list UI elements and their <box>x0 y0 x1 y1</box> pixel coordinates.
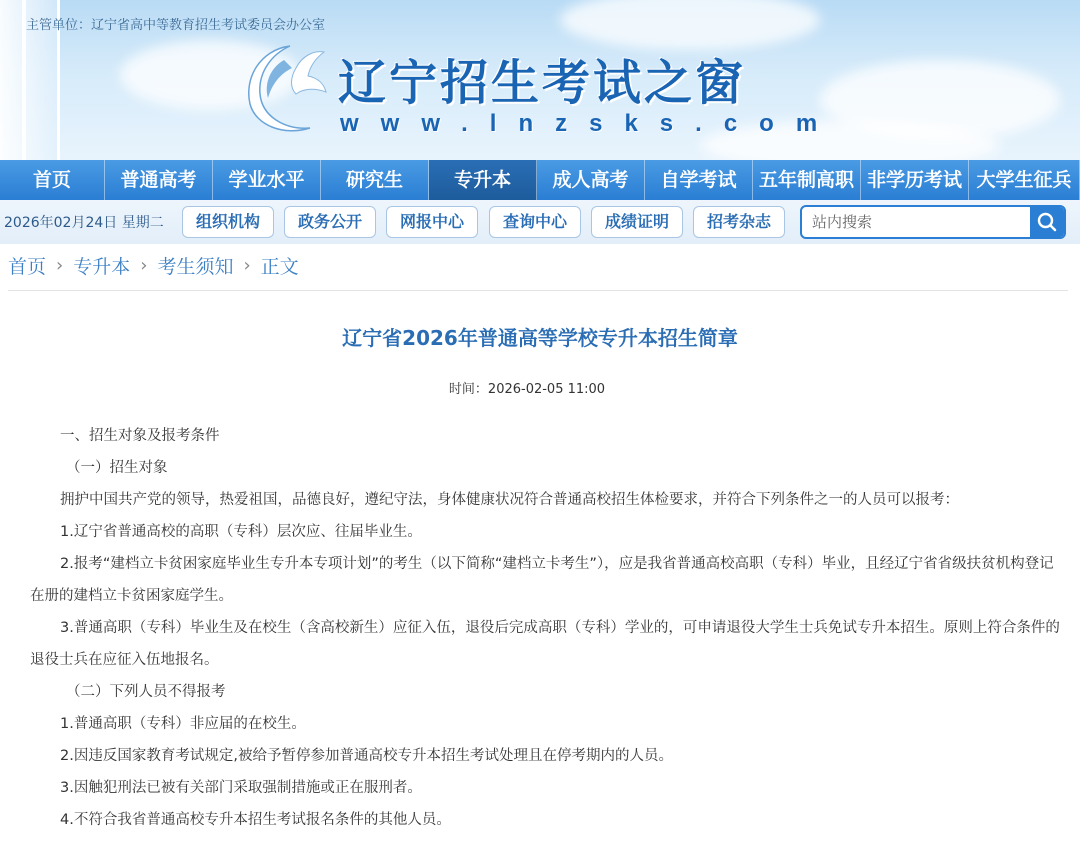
article-paragraph: 3.普通高职（专科）毕业生及在校生（含高校新生）应征入伍，退役后完成高职（专科）学业的，可申请退役大学生士兵免试专升本招生。原则上符合条件的退役士兵在应征入伍地报名。 <box>30 620 1060 668</box>
article-content <box>30 420 1060 836</box>
article-publish-time: 时间：2026-02-05 11:00 <box>448 382 606 397</box>
article-paragraph: 2.因违反国家教育考试规定,被给予暂停参加普通高校专升本招生考试处理且在停考期内的人员。 <box>60 748 673 764</box>
nav-item-gaokao[interactable]: 普通高考 <box>105 160 213 200</box>
current-date: 2026年02月24日 星期二 <box>4 215 164 231</box>
main-nav <box>0 160 1080 200</box>
quick-link-online-registration[interactable]: 网报中心 <box>386 206 478 238</box>
quick-link-magazine[interactable]: 招考杂志 <box>693 206 785 238</box>
nav-item-academic-level[interactable]: 学业水平 <box>213 160 321 200</box>
quick-link-organization[interactable]: 组织机构 <box>182 206 274 238</box>
article-paragraph: 1.辽宁省普通高校的高职（专科）层次应、往届毕业生。 <box>60 524 422 540</box>
nav-item-self-study-exam[interactable]: 自学考试 <box>645 160 753 200</box>
search-input[interactable] <box>802 207 1030 237</box>
site-title: 辽宁招生考试之窗 <box>338 55 747 111</box>
nav-item-adult-exam[interactable]: 成人高考 <box>537 160 645 200</box>
breadcrumb-category[interactable]: 考生须知 <box>157 256 234 278</box>
chevron-right-icon: › <box>56 255 64 276</box>
banner-cloud <box>560 0 820 50</box>
article-paragraph: 2.报考“建档立卡贫困家庭毕业生专升本专项计划”的考生（以下简称“建档立卡考生”），应是我省普通高校高职（专科）毕业，且经辽宁省省级扶贫机构登记在册的建档立卡贫困家庭学生。 <box>30 556 1054 604</box>
chevron-right-icon: › <box>243 255 251 276</box>
site-url: www.lnzsks.com <box>340 110 840 137</box>
subsection-heading: （二）下列人员不得报考 <box>66 684 226 700</box>
article-paragraph: 3.因触犯刑法已被有关部门采取强制措施或正在服刑者。 <box>60 780 422 796</box>
article-paragraph: 4.不符合我省普通高校专升本招生考试报名条件的其他人员。 <box>60 812 451 828</box>
quick-link-government-affairs[interactable]: 政务公开 <box>284 206 376 238</box>
sub-bar <box>0 200 1080 244</box>
section-heading: 一、招生对象及报考条件 <box>60 428 220 444</box>
nav-item-student-enlistment[interactable]: 大学生征兵 <box>969 160 1080 200</box>
nav-item-five-year-vocational[interactable]: 五年制高职 <box>753 160 861 200</box>
site-search <box>800 205 1066 239</box>
nav-item-graduate[interactable]: 研究生 <box>321 160 429 200</box>
breadcrumb-section[interactable]: 专升本 <box>73 256 131 278</box>
breadcrumb <box>8 252 299 279</box>
sponsor-text: 主管单位：辽宁省高中等教育招生考试委员会办公室 <box>26 18 326 33</box>
quick-link-score-certificate[interactable]: 成绩证明 <box>591 206 683 238</box>
search-button[interactable] <box>1030 207 1064 237</box>
article-paragraph: 1.普通高职（专科）非应届的在校生。 <box>60 716 306 732</box>
chevron-right-icon: › <box>140 255 148 276</box>
breadcrumb-divider <box>8 290 1068 291</box>
article-paragraph: 拥护中国共产党的领导，热爱祖国，品德良好，遵纪守法，身体健康状况符合普通高校招生体检要求，并符合下列条件之一的人员可以报考： <box>60 492 959 508</box>
breadcrumb-current: 正文 <box>260 256 299 278</box>
nav-item-non-degree-exam[interactable]: 非学历考试 <box>861 160 969 200</box>
search-icon <box>1030 207 1064 237</box>
breadcrumb-home[interactable]: 首页 <box>8 256 47 278</box>
site-banner <box>0 0 1080 160</box>
nav-item-zhuanshengben[interactable]: 专升本 <box>429 160 537 200</box>
nav-item-home[interactable]: 首页 <box>0 160 105 200</box>
quick-link-query-center[interactable]: 查询中心 <box>489 206 581 238</box>
article-title: 辽宁省2026年普通高等学校专升本招生简章 <box>342 326 738 350</box>
subsection-heading: （一）招生对象 <box>66 460 168 476</box>
dove-logo-icon <box>240 38 332 138</box>
